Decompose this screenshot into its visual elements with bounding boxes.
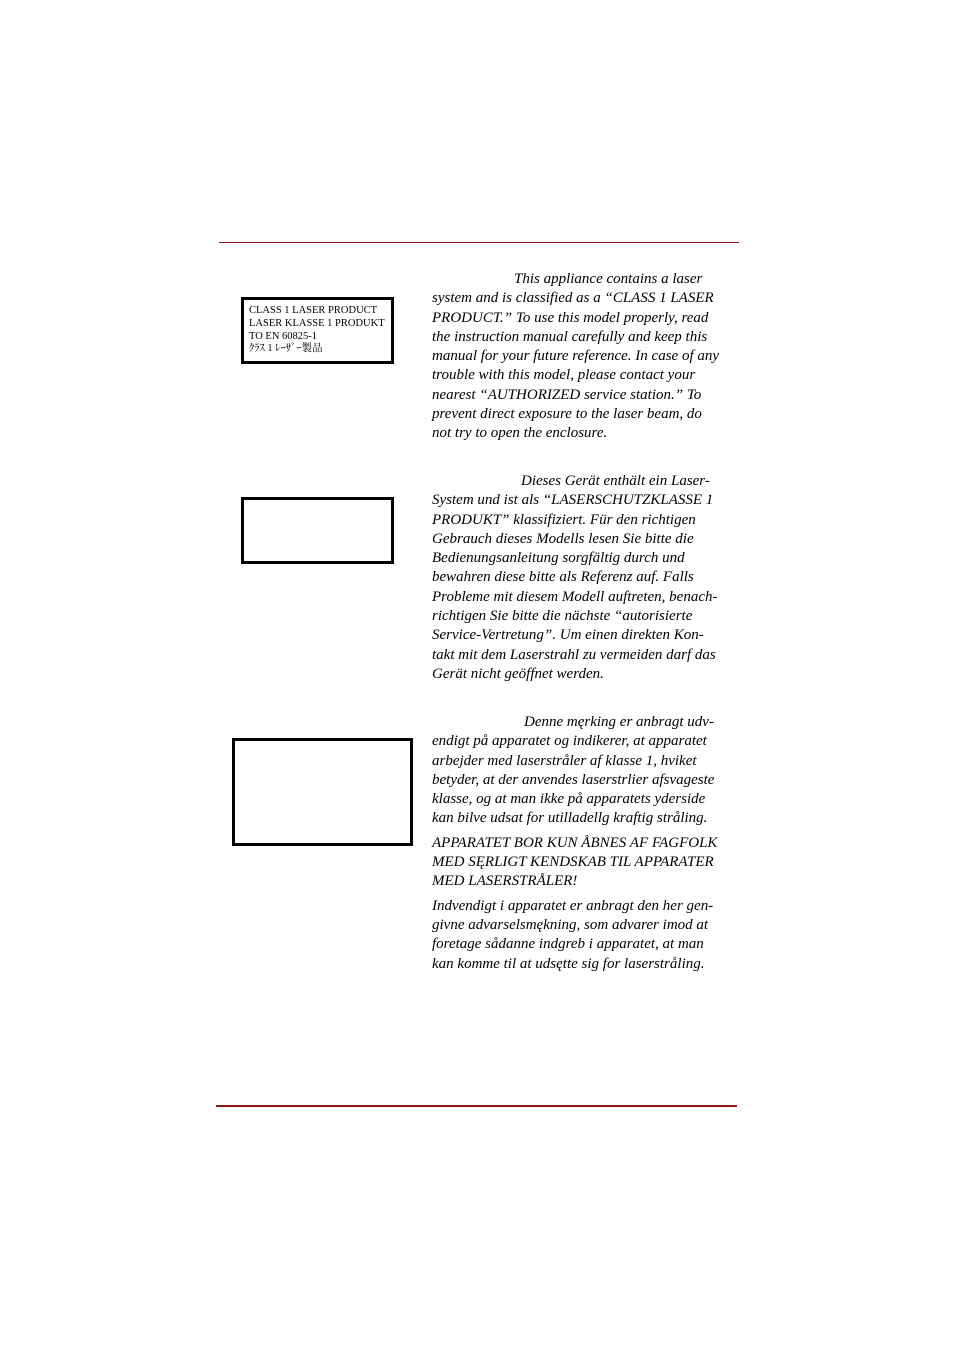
text-line: MED LASERSTRÅLER! [432,873,578,890]
danish-laser-label [232,738,413,846]
text-line: System und ist als “LASERSCHUTZKLASSE 1 [432,492,714,509]
text-line: MED SĘRLIGT KENDSKAB TIL APPARATER [432,854,714,871]
text-line: Service-Vertretung”. Um einen direkten Kon- [432,627,704,644]
german-laser-label [241,497,394,564]
text-line: takt mit dem Laserstrahl zu vermeiden darf das [432,646,716,663]
label-line: LASER KLASSE 1 PRODUKT [249,317,385,329]
text-line: kan bilve udsat for utilladellg kraftig stråling. [432,810,708,827]
text-line: klasse, og at man ikke på apparatets yderside [432,791,706,808]
text-line: endigt på apparatet og indikerer, at apparatet [432,733,707,750]
text-line: manual for your future reference. In case of any [432,348,720,365]
text-line: Gebrauch dieses Modells lesen Sie bitte die [432,530,694,547]
text-line: foretage sådanne indgreb i apparatet, at man [432,936,704,953]
text-line: prevent direct exposure to the laser beam, do [432,406,702,423]
text-line: trouble with this model, please contact your [432,367,696,384]
text-line: PRODUCT.” To use this model properly, read [432,309,709,326]
text-line: bewahren diese bitte als Referenz auf. Falls [432,569,694,586]
text-line: This appliance contains a laser [514,271,703,287]
text-line: givne advarselsmękning, som advarer imod at [432,916,709,933]
text-line: nearest “AUTHORIZED service station.” To [432,386,702,403]
text-line: PRODUKT” klassifiziert. Für den richtigen [432,511,696,528]
text-line: Denne męrking er anbragt udv- [524,714,714,730]
text-line: richtigen Sie bitte die nächste “autorisierte [432,608,693,625]
label-line: TO EN 60825-1 [249,330,318,342]
german-notice [432,472,742,684]
text-line: arbejder med laserstråler af klasse 1, hviket [432,752,697,769]
text-line: betyder, at der anvendes laserstrlier afsvageste [432,771,715,788]
laser-class-label [241,297,394,364]
danish-notice [432,713,742,974]
text-line: system and is classified as a “CLASS 1 LASER [432,290,714,307]
label-line: ｸﾗｽ 1 ﾚｰｻﾞｰ製品 [249,343,323,355]
text-line: Probleme mit diesem Modell auftreten, benach- [432,588,718,605]
text-line: kan komme til at udsętte sig for laserstråling. [432,955,705,972]
text-line: not try to open the enclosure. [432,425,608,442]
footer-rule [216,1105,737,1107]
label-line: CLASS 1 LASER PRODUCT [249,305,378,316]
text-line: Indvendigt i apparatet er anbragt den her gen- [432,897,714,914]
english-notice [432,270,742,444]
text-line: APPARATET BOR KUN ÅBNES AF FAGFOLK [432,834,718,851]
text-line: Dieses Gerät enthält ein Laser- [521,473,710,489]
header-rule [219,242,739,243]
text-line: the instruction manual carefully and keep this [432,328,708,345]
text-line: Bedienungsanleitung sorgfältig durch und [432,550,685,567]
text-line: Gerät nicht geöffnet werden. [432,665,604,682]
